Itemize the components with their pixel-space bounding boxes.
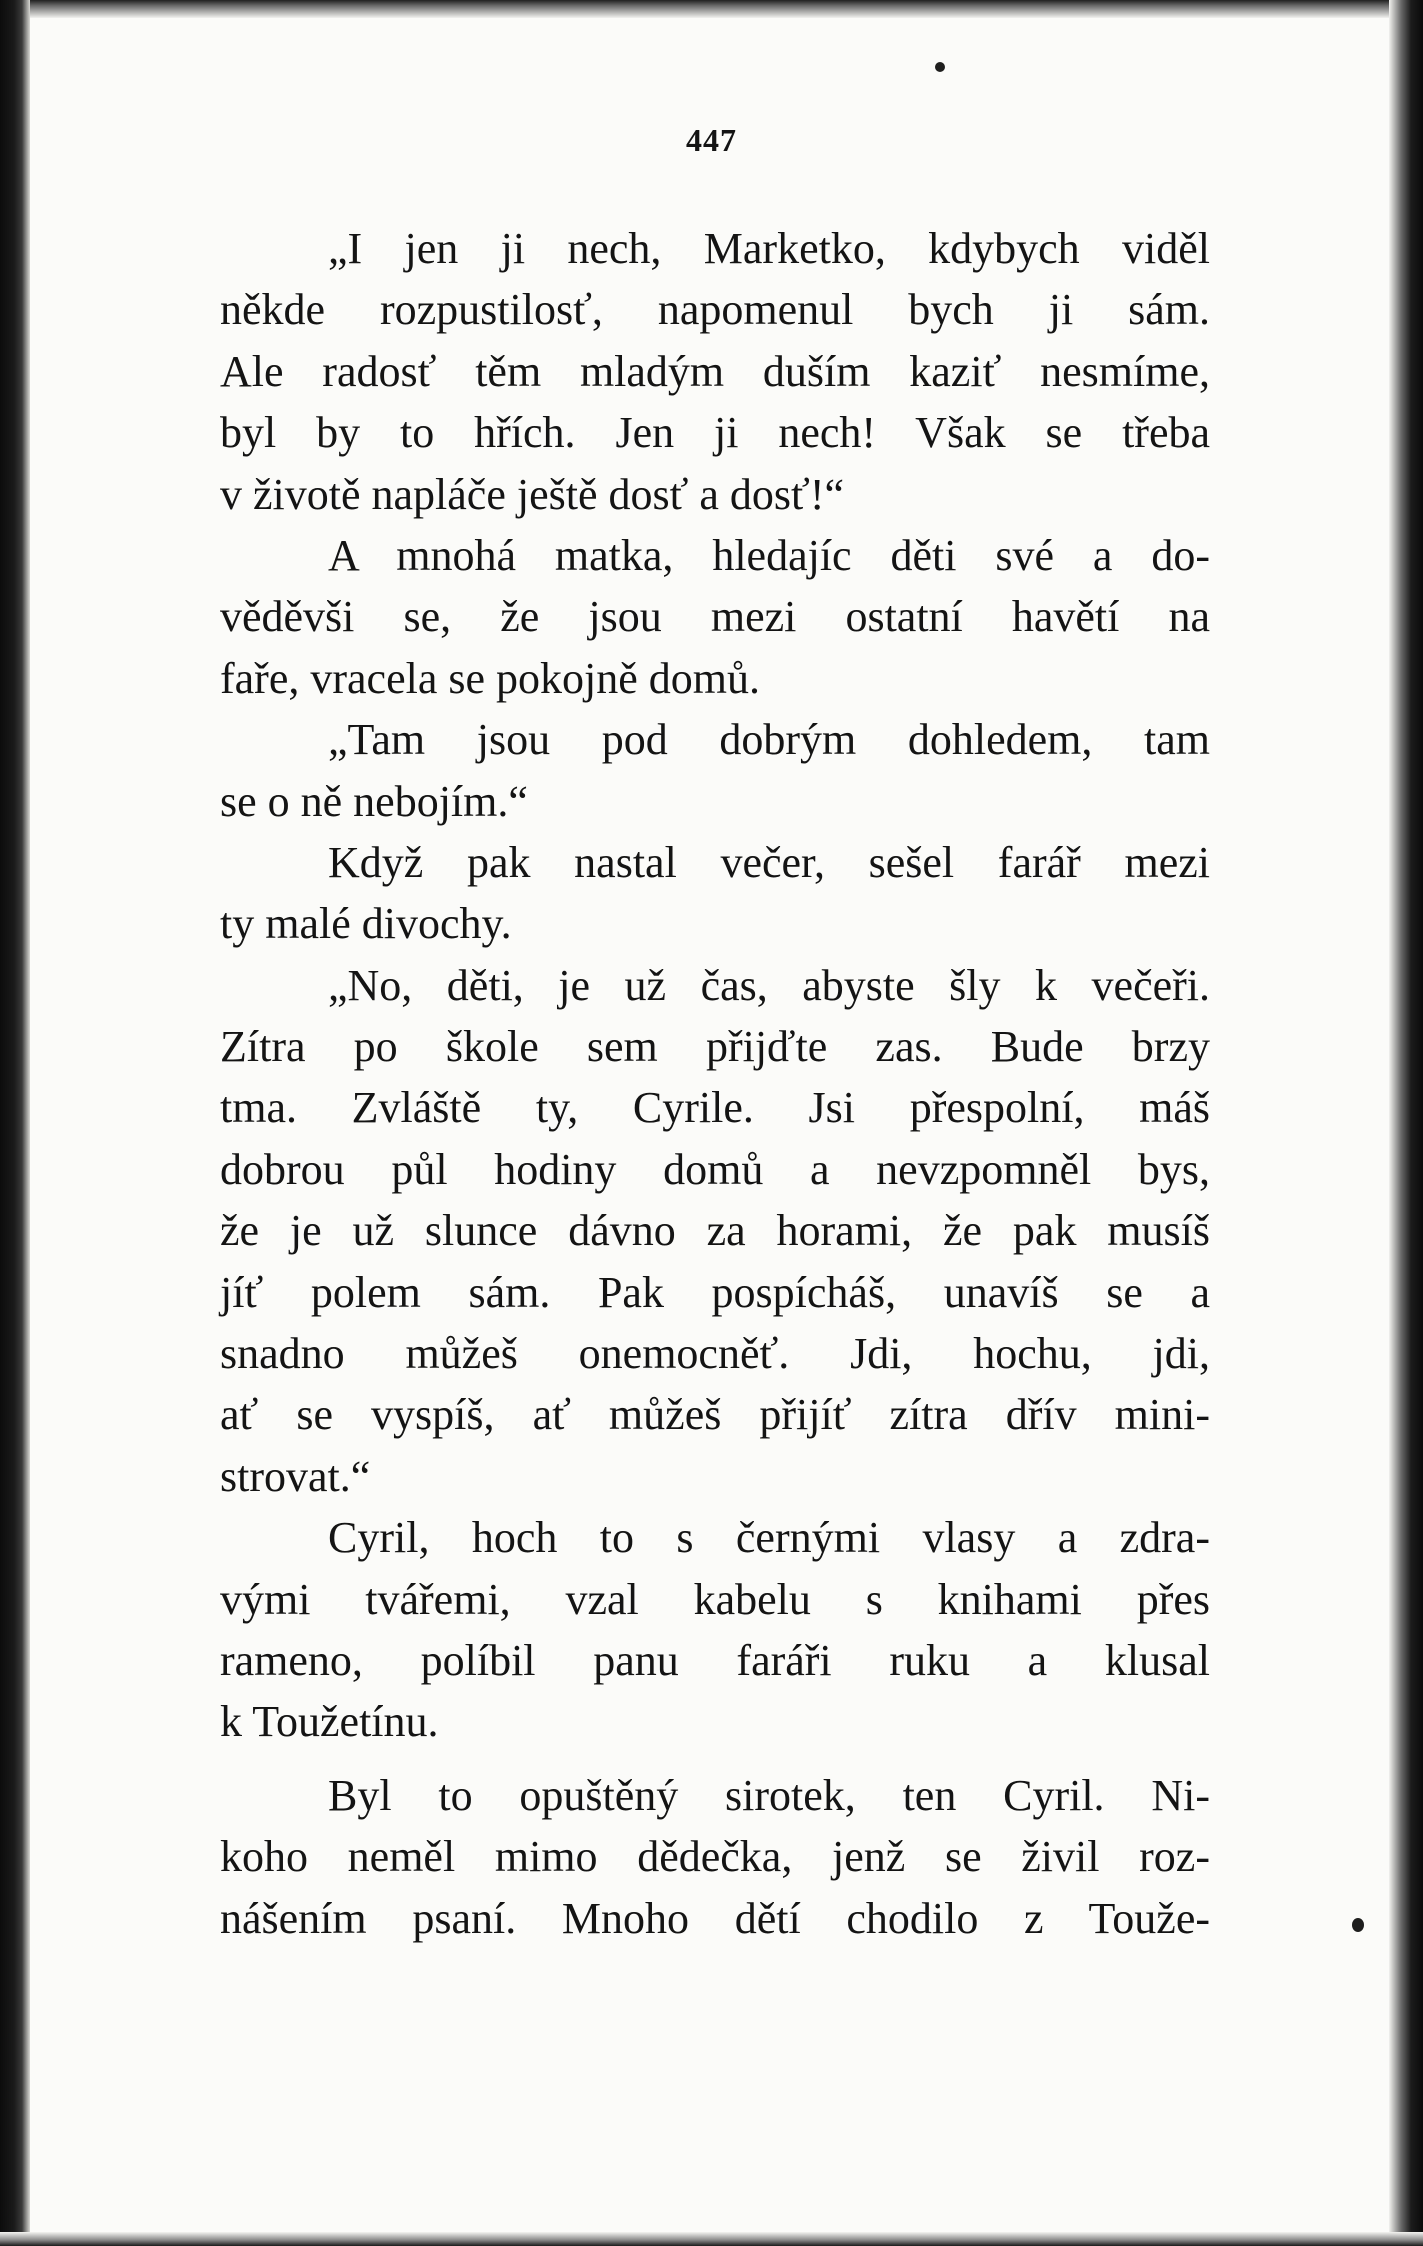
text-line: k Toužetínu. — [220, 1697, 439, 1747]
body-text — [220, 218, 1210, 1949]
text-line: se o ně nebojím.“ — [220, 776, 528, 826]
text-line: ať se vyspíš, ať můžeš přijíť zítra dřív mini- — [220, 1390, 1210, 1440]
text-line: snadno můžeš onemocněť. Jdi, hochu, jdi, — [220, 1329, 1210, 1379]
text-line: dobrou půl hodiny domů a nevzpomněl bys, — [220, 1144, 1210, 1194]
text-line: tma. Zvláště ty, Cyrile. Jsi přespolní, máš — [220, 1083, 1210, 1133]
text-line: faře, vracela se pokojně domů. — [220, 653, 760, 703]
text-line: nášením psaní. Mnoho dětí chodilo z Touže- — [220, 1893, 1210, 1943]
text-line: „No, děti, je už čas, abyste šly k večeři. — [328, 960, 1210, 1010]
text-line: strovat.“ — [220, 1451, 371, 1501]
text-line: Byl to opuštěný sirotek, ten Cyril. Ni- — [328, 1770, 1210, 1820]
scan-edge-bottom — [0, 2232, 1423, 2246]
scan-edge-top — [0, 0, 1423, 18]
ink-speck — [935, 62, 945, 72]
page-number: 447 — [686, 122, 737, 158]
text-line: že je už slunce dávno za horami, že pak musíš — [220, 1206, 1210, 1256]
text-line: vými tvářemi, vzal kabelu s knihami přes — [220, 1574, 1210, 1624]
text-line: někde rozpustilosť, napomenul bych ji sám. — [220, 285, 1210, 335]
text-line: věděvši se, že jsou mezi ostatní havětí na — [220, 592, 1210, 642]
text-line: A mnohá matka, hledajíc děti své a do- — [328, 530, 1210, 580]
text-line: rameno, políbil panu faráři ruku a klusal — [220, 1635, 1210, 1685]
text-line: v životě napláče ještě dosť a dosť!“ — [220, 469, 845, 519]
text-line: Cyril, hoch to s černými vlasy a zdra- — [328, 1513, 1210, 1563]
text-line: „I jen ji nech, Marketko, kdybych viděl — [328, 224, 1210, 273]
text-line: jíť polem sám. Pak pospícháš, unavíš se a — [220, 1267, 1210, 1317]
scan-edge-left — [0, 0, 30, 2246]
text-line: Zítra po škole sem přijďte zas. Bude brzy — [220, 1022, 1210, 1072]
text-line: „Tam jsou pod dobrým dohledem, tam — [328, 715, 1210, 765]
ink-speck — [1352, 1918, 1364, 1932]
text-line: Ale radosť těm mladým duším kaziť nesmíme, — [220, 346, 1210, 396]
text-line: byl by to hřích. Jen ji nech! Však se třeba — [220, 408, 1210, 458]
text-line: koho neměl mimo dědečka, jenž se živil roz- — [220, 1832, 1210, 1882]
scan-edge-right — [1389, 0, 1423, 2246]
text-line: Když pak nastal večer, sešel farář mezi — [328, 837, 1210, 887]
text-line: ty malé divochy. — [220, 899, 512, 949]
